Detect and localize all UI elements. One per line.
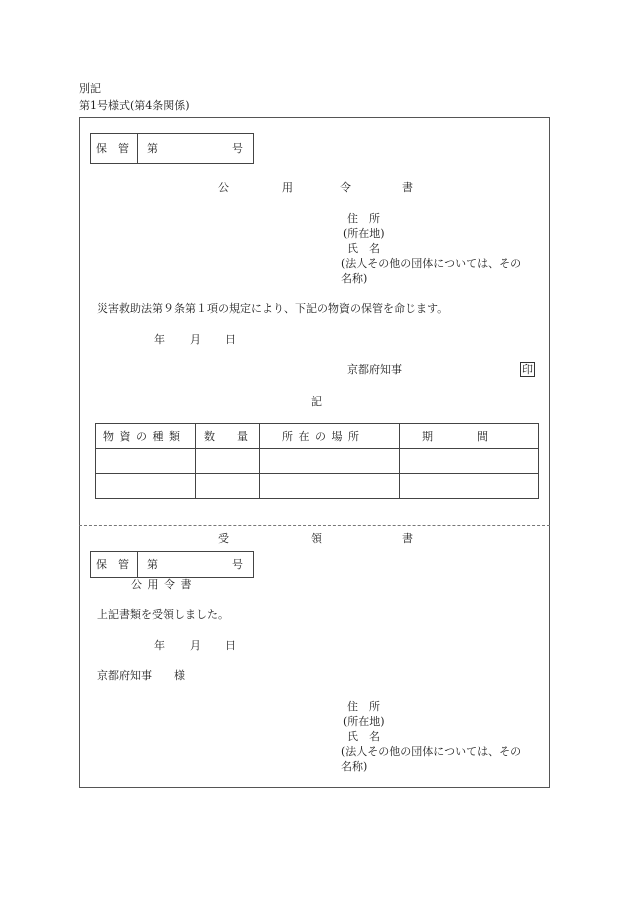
order-location-label: (所在地): [343, 227, 385, 240]
goods-header-type: 物 資 の 種 類: [103, 430, 181, 443]
seal-stamp: 印: [522, 363, 533, 376]
order-corporate-note: (法人その他の団体については、その: [341, 257, 522, 270]
order-body-text: 災害救助法第９条第１項の規定により、下記の物資の保管を命じます。: [97, 302, 449, 315]
receipt-name-label: 氏 名: [347, 730, 380, 743]
goods-table-row-line-2: [95, 473, 539, 474]
order-title-char-2: 用: [282, 181, 293, 194]
storage-label: 保 管: [96, 142, 129, 155]
receipt-date-day: 日: [225, 639, 236, 652]
receipt-storage-no-prefix: 第: [147, 558, 158, 571]
receipt-doc-name: 公 用 令 書: [131, 578, 193, 591]
goods-header-period: 期 間: [422, 430, 488, 443]
order-date-month: 月: [190, 333, 201, 346]
receipt-corporate-note-end: 名称): [341, 760, 368, 773]
receipt-location-label: (所在地): [343, 715, 385, 728]
goods-table-col-line-3: [399, 423, 400, 499]
order-issuer: 京都府知事: [347, 363, 402, 376]
appendix-label: 別記: [79, 82, 101, 95]
receipt-storage-box-divider: [137, 551, 138, 578]
order-title-char-3: 令: [340, 181, 351, 194]
form-number-label: 第1号様式(第4条関係): [79, 99, 190, 112]
ki-label: 記: [311, 395, 322, 408]
receipt-title-char-2: 領: [311, 532, 322, 545]
storage-no-suffix: 号: [232, 142, 243, 155]
storage-no-prefix: 第: [147, 142, 158, 155]
order-address-label: 住 所: [347, 212, 380, 225]
goods-table-col-line-1: [195, 423, 196, 499]
receipt-corporate-note: (法人その他の団体については、その: [341, 745, 522, 758]
storage-box-divider: [137, 133, 138, 164]
order-corporate-note-end: 名称): [341, 272, 368, 285]
order-date-year: 年: [154, 333, 165, 346]
goods-header-quantity: 数 量: [204, 430, 248, 443]
order-title-char-1: 公: [218, 181, 229, 194]
order-date-day: 日: [225, 333, 236, 346]
receipt-title-char-3: 書: [402, 532, 413, 545]
receipt-storage-no-suffix: 号: [232, 558, 243, 571]
goods-table-row-line-1: [95, 448, 539, 449]
receipt-storage-label: 保 管: [96, 558, 129, 571]
goods-header-location: 所 在 の 場 所: [282, 430, 360, 443]
order-title-char-4: 書: [402, 181, 413, 194]
receipt-date-year: 年: [154, 639, 165, 652]
goods-table-col-line-2: [259, 423, 260, 499]
receipt-body-text: 上記書類を受領しました。: [97, 608, 229, 621]
order-name-label: 氏 名: [347, 242, 380, 255]
receipt-title-char-1: 受: [218, 532, 229, 545]
receipt-addressee: 京都府知事 様: [97, 669, 185, 682]
receipt-address-label: 住 所: [347, 700, 380, 713]
receipt-date-month: 月: [190, 639, 201, 652]
cut-line: [79, 525, 550, 526]
